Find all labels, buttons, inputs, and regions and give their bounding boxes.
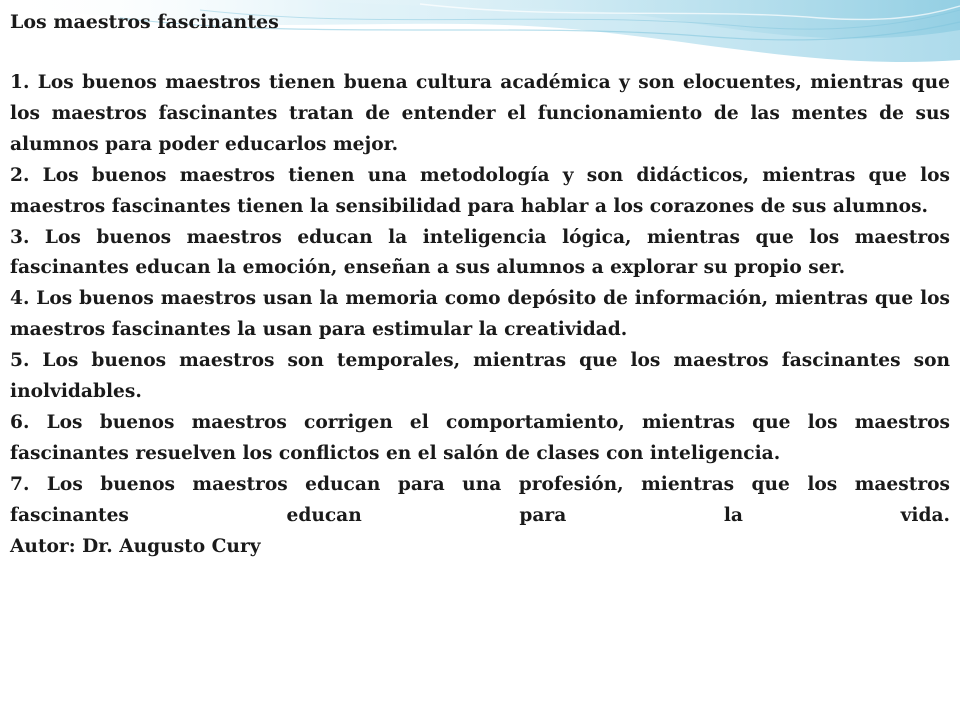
author-credit: Autor: Dr. Augusto Cury	[10, 535, 261, 557]
point-5: 5. Los buenos maestros son temporales, mientras que los maestros fascinantes son inolvidables.	[10, 350, 950, 403]
slide-body	[10, 7, 950, 563]
slide-title: Los maestros fascinantes	[10, 11, 279, 33]
point-3: 3. Los buenos maestros educan la inteligencia lógica, mientras que los maestros fascinantes educan la emoción, enseñan a sus alumnos a explorar su propio ser.	[10, 226, 950, 279]
point-7: 7. Los buenos maestros educan para una profesión, mientras que los maestros fascinantes educan para la vida.	[10, 473, 950, 526]
point-4: 4. Los buenos maestros usan la memoria como depósito de información, mientras que los maestros fascinantes la usan para estimular la creatividad.	[10, 288, 950, 341]
point-2: 2. Los buenos maestros tienen una metodología y son didácticos, mientras que los maestros fascinantes tienen la sensibilidad para hablar a los corazones de sus alumnos.	[10, 164, 950, 217]
point-6: 6. Los buenos maestros corrigen el comportamiento, mientras que los maestros fascinantes resuelven los conflictos en el salón de clases con inteligencia.	[10, 411, 950, 464]
point-1: 1. Los buenos maestros tienen buena cultura académica y son elocuentes, mientras que los maestros fascinantes tratan de entender el funcionamiento de las mentes de sus alumnos para poder educarlos mejor.	[10, 72, 950, 155]
